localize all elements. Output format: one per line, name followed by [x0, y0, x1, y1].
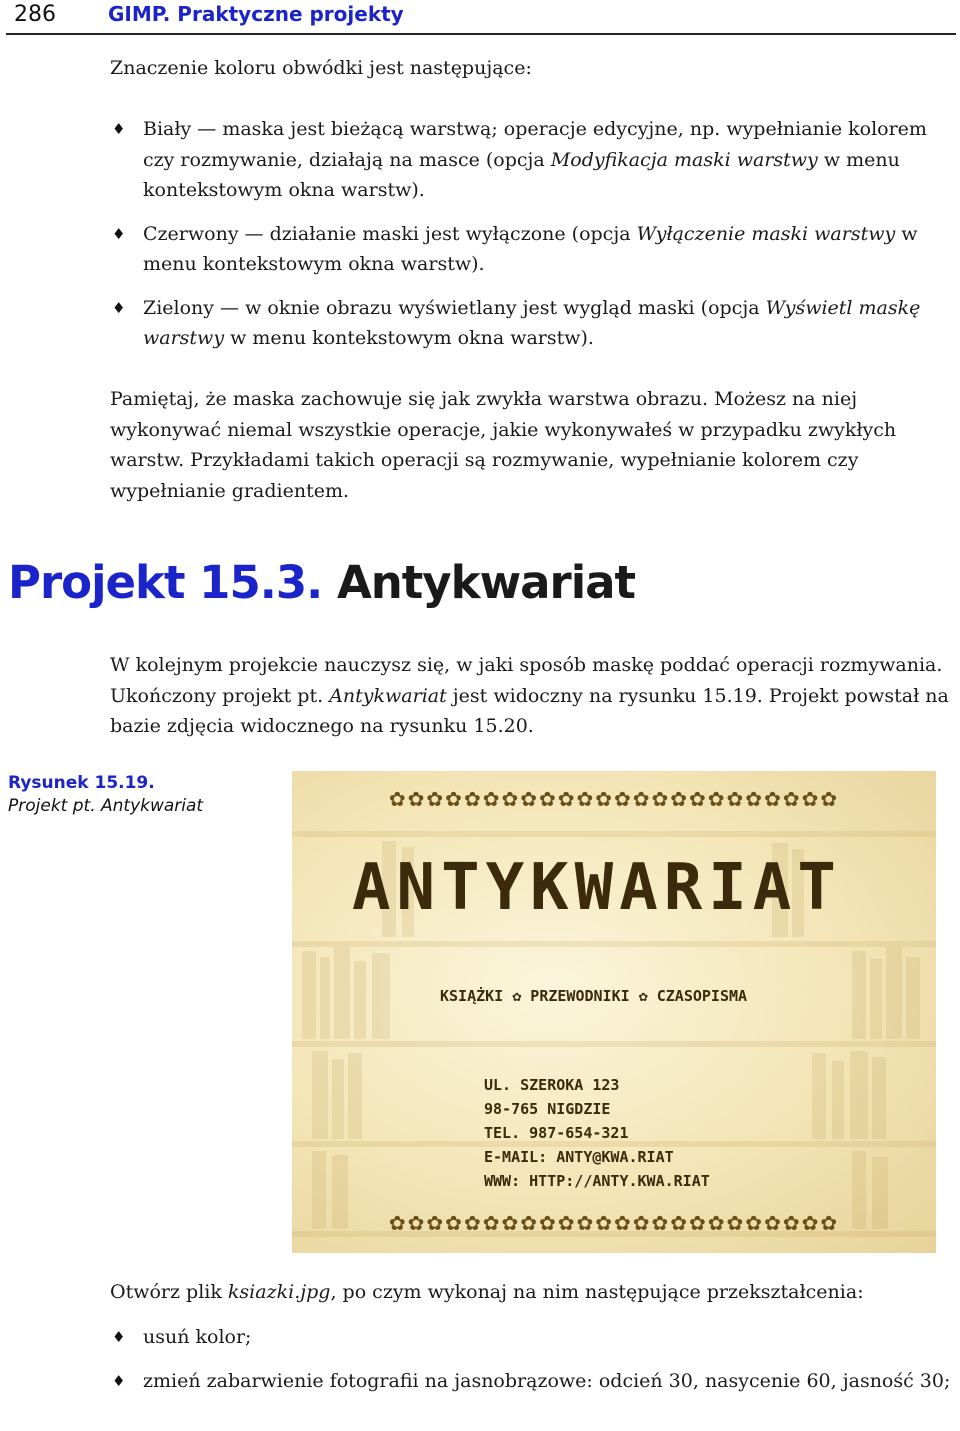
text-run: jest widoczny na rysunku 15.19. Projekt powstał na bazie zdjęcia widocznego na rysunku 15.20. [110, 684, 949, 738]
color-meaning-list [110, 114, 955, 354]
list-item [110, 293, 955, 354]
antykwariat-figure-image [292, 771, 936, 1253]
figure-caption [8, 772, 203, 818]
address-line: TEL. 987-654-321 [484, 1124, 629, 1142]
list-item [110, 219, 955, 280]
option-name: Wyłączenie maski warstwy [636, 222, 896, 245]
page-number: 286 [14, 2, 56, 27]
address-line: 98-765 NIGDZIE [484, 1100, 611, 1118]
figure-title: ANTYKWARIAT [352, 851, 842, 925]
diamond-bullet-icon: ♦ [112, 120, 126, 138]
list-item [110, 114, 955, 206]
diamond-bullet-icon: ♦ [112, 298, 126, 317]
bullet-text: Czerwony — działanie maski jest wyłączone (opcja [143, 222, 637, 245]
figure-label: Rysunek 15.19. [8, 773, 155, 793]
bullet-text: Biały — maska jest bieżącą warstwą; operacje edycyjne, np. wypełnianie kolorem czy rozmywanie, działają na masce (opcja [143, 118, 927, 171]
project-name: Antykwariat [336, 556, 636, 609]
address-line: E-MAIL: ANTY@KWA.RIAT [484, 1148, 674, 1166]
project-heading [8, 556, 635, 609]
running-book-title: GIMP. Praktyczne projekty [108, 2, 404, 26]
option-name: Wyświetl maskę warstwy [143, 296, 921, 349]
bullet-text: w menu kontekstowym okna warstw). [224, 327, 594, 349]
address-line: WWW: HTTP://ANTY.KWA.RIAT [484, 1172, 710, 1190]
open-file-paragraph [110, 1277, 955, 1308]
remember-paragraph: Pamiętaj, że maska zachowuje się jak zwykła warstwa obrazu. Możesz na niej wykonywać niemal wszystkie operacje, jakie wykonywałeś w przypadku zwykłych warstw. Przykładami takich operacji są rozmywanie, wypełnianie kolorem czy wypełnianie gradientem. [110, 388, 897, 502]
figure-subtitle-line: KSIĄŻKI ✿ PRZEWODNIKI ✿ CZASOPISMA [440, 987, 748, 1005]
project-title-italic: Antykwariat [329, 684, 447, 707]
text-run: W kolejnym projekcie nauczysz się, w jaki sposób maskę poddać operacji rozmywania. Ukończony projekt pt. [110, 654, 943, 707]
bullet-text: w menu kontekstowym okna warstw). [143, 222, 918, 275]
step-text: usuń kolor; [143, 1326, 252, 1348]
header-rule [6, 33, 956, 35]
figure-subtitle: Projekt pt. Antykwariat [8, 796, 204, 816]
text-run: , po czym wykonaj na nim następujące przekształcenia: [330, 1281, 864, 1303]
address-line: UL. SZEROKA 123 [484, 1076, 620, 1094]
list-item [110, 1322, 955, 1353]
page-header [0, 0, 960, 36]
project-number: Projekt 15.3. [8, 556, 323, 609]
text-run: Otwórz plik [110, 1281, 228, 1303]
ornament-row-bottom: ✿✿✿✿✿✿✿✿✿✿✿✿✿✿✿✿✿✿✿✿✿✿✿✿ [388, 1211, 840, 1235]
file-name: ksiazki.jpg [227, 1281, 331, 1303]
diamond-bullet-icon: ♦ [112, 1328, 126, 1346]
ornament-row-top: ✿✿✿✿✿✿✿✿✿✿✿✿✿✿✿✿✿✿✿✿✿✿✿✿ [388, 787, 840, 811]
option-name: Modyfikacja maski warstwy [550, 148, 818, 171]
project-paragraph [110, 650, 955, 742]
figure-address-block [484, 1073, 710, 1193]
bullet-text: w menu kontekstowym okna warstw). [143, 148, 900, 201]
list-item [110, 1366, 955, 1397]
step-text: zmień zabarwienie fotografii na jasnobrązowe: odcień 30, nasycenie 60, jasność 30; [143, 1369, 951, 1392]
bullet-text: Zielony — w oknie obrazu wyświetlany jest wygląd maski (opcja [143, 296, 766, 319]
steps-list [110, 1322, 955, 1396]
intro-paragraph: Znaczenie koloru obwódki jest następujące: [110, 57, 532, 79]
diamond-bullet-icon: ♦ [112, 224, 126, 243]
diamond-bullet-icon: ♦ [112, 1371, 126, 1390]
